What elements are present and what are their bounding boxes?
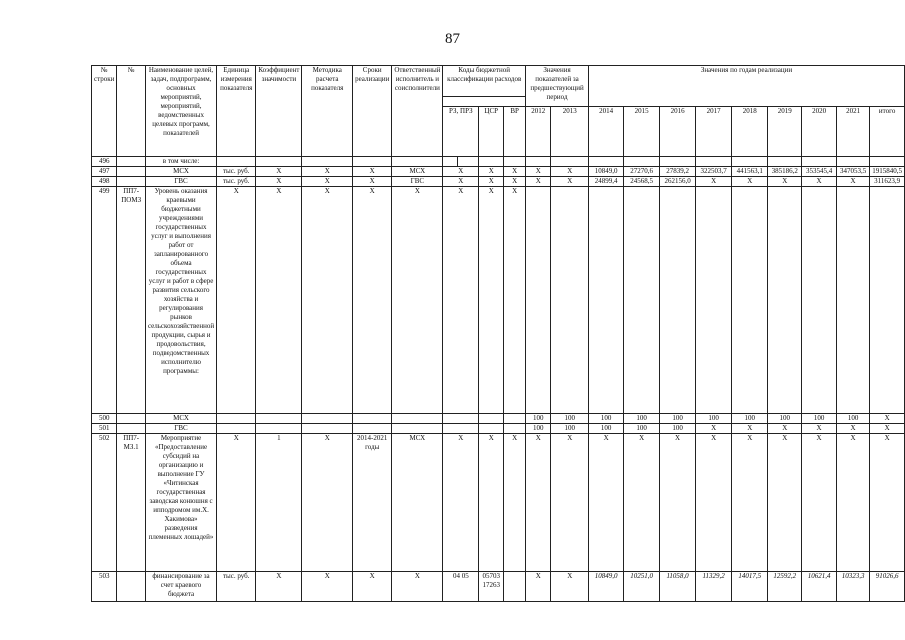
header-row-no: № строки (92, 66, 117, 157)
header-budget-codes: Коды бюджетной классификации расходов (443, 66, 526, 97)
header-year-2012: 2012 (525, 107, 551, 157)
table-row: 501 ГВС 100 100 100 100 100 X X X X X X (92, 424, 905, 434)
header-year-2019: 2019 (768, 107, 802, 157)
header-year-2017: 2017 (696, 107, 732, 157)
table-row: 502 ПП7-МЗ.1 Мероприятие «Предоставление субсидий на организацию и выполнение ГУ «Читинская государственная заводская конюшня с ипподромом им.Х. Хакимова» разведения племенных лошадей» X 1 X 2014-2021 годы МСХ X X X X X X X X X X X X X X (92, 434, 905, 572)
table-row: 503 финансирование за счет краевого бюджета тыс. руб. X X X X 04 05 05703 17263 X X 10849,0 10251,0 11058,0 11329,2 14017,5 12592,2 10621,4 10323,3 91026,6 (92, 572, 905, 602)
header-year-2016: 2016 (660, 107, 696, 157)
header-year-2018: 2018 (732, 107, 768, 157)
header-csr: ЦСР (479, 107, 504, 157)
header-rz: РЗ, ПРЗ (443, 107, 479, 157)
header-total: итого (870, 107, 905, 157)
table-row: 499 ПП7-ПОМЗ Уровень оказания краевыми бюджетными учреждениями государственных услуг и выполнения работ от запланированного объема государственных услуг и работ в сфере развития сельского хозяйства и регулирования рынков сельскохозяйственной продукции, сырья и продовольствия, подведомственных исполнителю программы: X X X X X X X X (92, 187, 905, 414)
table-row: 496 в том числе: (92, 157, 905, 167)
page-number: 87 (445, 31, 460, 47)
header-year-2021: 2021 (836, 107, 869, 157)
header-year-2020: 2020 (802, 107, 837, 157)
header-year-2014: 2014 (589, 107, 624, 157)
header-year-2013: 2013 (551, 107, 589, 157)
header-year-2015: 2015 (624, 107, 660, 157)
header-years: Значения по годам реализации (589, 66, 905, 107)
header-unit: Единица измерения показателя (217, 66, 256, 157)
indicators-table (91, 65, 905, 602)
header-prev-period: Значения показателей за предшествующий период (525, 66, 588, 107)
header-method: Методика расчета показателя (302, 66, 353, 157)
table-row: 498 ГВС тыс. руб. X X X ГВС X X X X X 24899,4 24568,5 262156,0 X X X X X 311623,9 (92, 177, 905, 187)
header-row-1 (92, 66, 905, 97)
header-responsible: Ответственный исполнитель и соисполнители (392, 66, 443, 157)
header-terms: Сроки реализации (353, 66, 392, 157)
table-row: 500 МСХ 100 100 100 100 100 100 100 100 100 100 X (92, 414, 905, 424)
header-name: Наименование целей, задач, подпрограмм, основных мероприятий, мероприятий, ведомственных целевых программ, показателей (145, 66, 216, 157)
header-coef: Коэффициент значимости (256, 66, 302, 157)
header-no: № (117, 66, 146, 157)
table-row: 497 МСХ тыс. руб. X X X МСХ X X X X X 10849,0 27270,6 27839,2 322503,7 441563,1 385186,2 353545,4 347053,5 1915840,5 (92, 167, 905, 177)
header-vr: ВР (504, 107, 526, 157)
